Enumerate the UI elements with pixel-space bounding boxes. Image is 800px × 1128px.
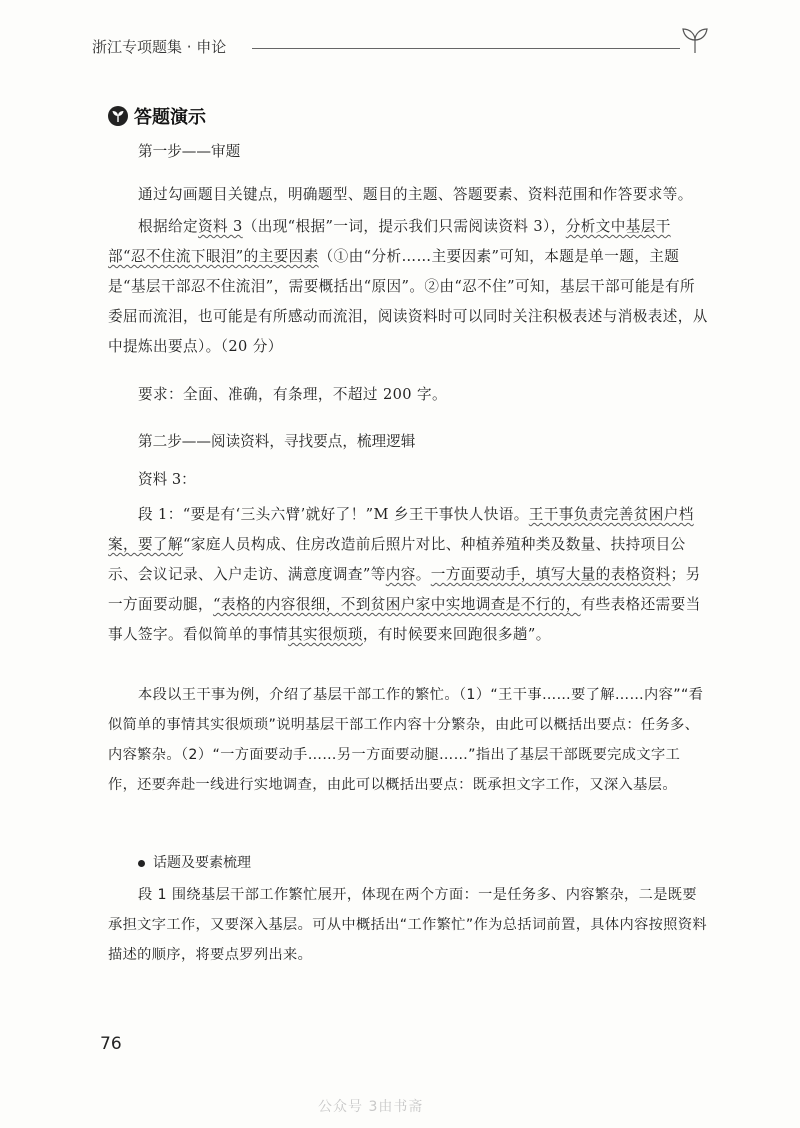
header-rule bbox=[252, 48, 680, 49]
sprout-icon bbox=[678, 26, 712, 54]
page-header bbox=[92, 26, 732, 66]
bullet-icon bbox=[138, 860, 145, 867]
step2-title: 第二步——阅读资料，寻找要点，梳理逻辑 bbox=[138, 433, 416, 450]
section-title bbox=[108, 103, 206, 129]
topic-heading: 话题及要素梳理 bbox=[138, 852, 251, 872]
step1-question: 根据给定资料 3（出现“根据”一词，提示我们只需阅读资料 3），分析文中基层干部“忍不住流下眼泪”的主要因素（①由“分析……主要因素”可知，本题是单一题，主题是“基层干部忍不住流泪”，需要概括出“原因”。②由“忍不住”可知，基层干部可能是有所委屈而流泪，也可能是有所感动而流泪，阅读资料时可以同时关注积极表述与消极表述，从中提炼出要点）。（20 分） bbox=[108, 218, 708, 355]
section-title-text: 答题演示 bbox=[134, 107, 206, 128]
sprout-badge-icon bbox=[108, 106, 128, 126]
header-title: 浙江专项题集 · 申论 bbox=[92, 38, 227, 56]
watermark: 公众号 3由书斋 bbox=[318, 1099, 424, 1115]
topic-paragraph: 段 1 围绕基层干部工作繁忙展开，体现在两个方面：一是任务多、内容繁杂，二是既要承担文字工作，又要深入基层。可从中概括出“工作繁忙”作为总括词前置，具体内容按照资料描述的顺序，将要点罗列出来。 bbox=[108, 887, 708, 963]
material-label: 资料 3： bbox=[138, 471, 196, 488]
material-paragraph: 段 1：“要是有‘三头六臂’就好了！”M 乡王干事快人快语。王干事负责完善贫困户档案，要了解“家庭人员构成、住房改造前后照片对比、种植养殖种类及数量、扶持项目公示、会议记录、入户走访、满意度调查”等内容。一方面要动手，填写大量的表格资料；另一方面要动腿，“表格的内容很细，不到贫困户家中实地调查是不行的，有些表格还需要当事人签字。看似简单的事情其实很烦琐，有时候要来回跑很多趟”。 bbox=[108, 506, 701, 643]
analysis-paragraph: 本段以王干事为例，介绍了基层干部工作的繁忙。（1）“王干事……要了解……内容”“看似简单的事情其实很烦琐”说明基层干部工作内容十分繁杂，由此可以概括出要点：任务多、内容繁杂。（2）“一方面要动手……另一方面要动腿……”指出了基层干部既要完成文字工作，还要奔赴一线进行实地调查，由此可以概括出要点：既承担文字工作，又深入基层。 bbox=[108, 687, 704, 793]
step1-intro: 通过勾画题目关键点，明确题型、题目的主题、答题要素、资料范围和作答要求等。 bbox=[138, 186, 693, 203]
step1-requirement: 要求：全面、准确，有条理，不超过 200 字。 bbox=[138, 386, 448, 403]
page-number: 76 bbox=[100, 1034, 122, 1054]
step1-title: 第一步——审题 bbox=[138, 143, 241, 160]
